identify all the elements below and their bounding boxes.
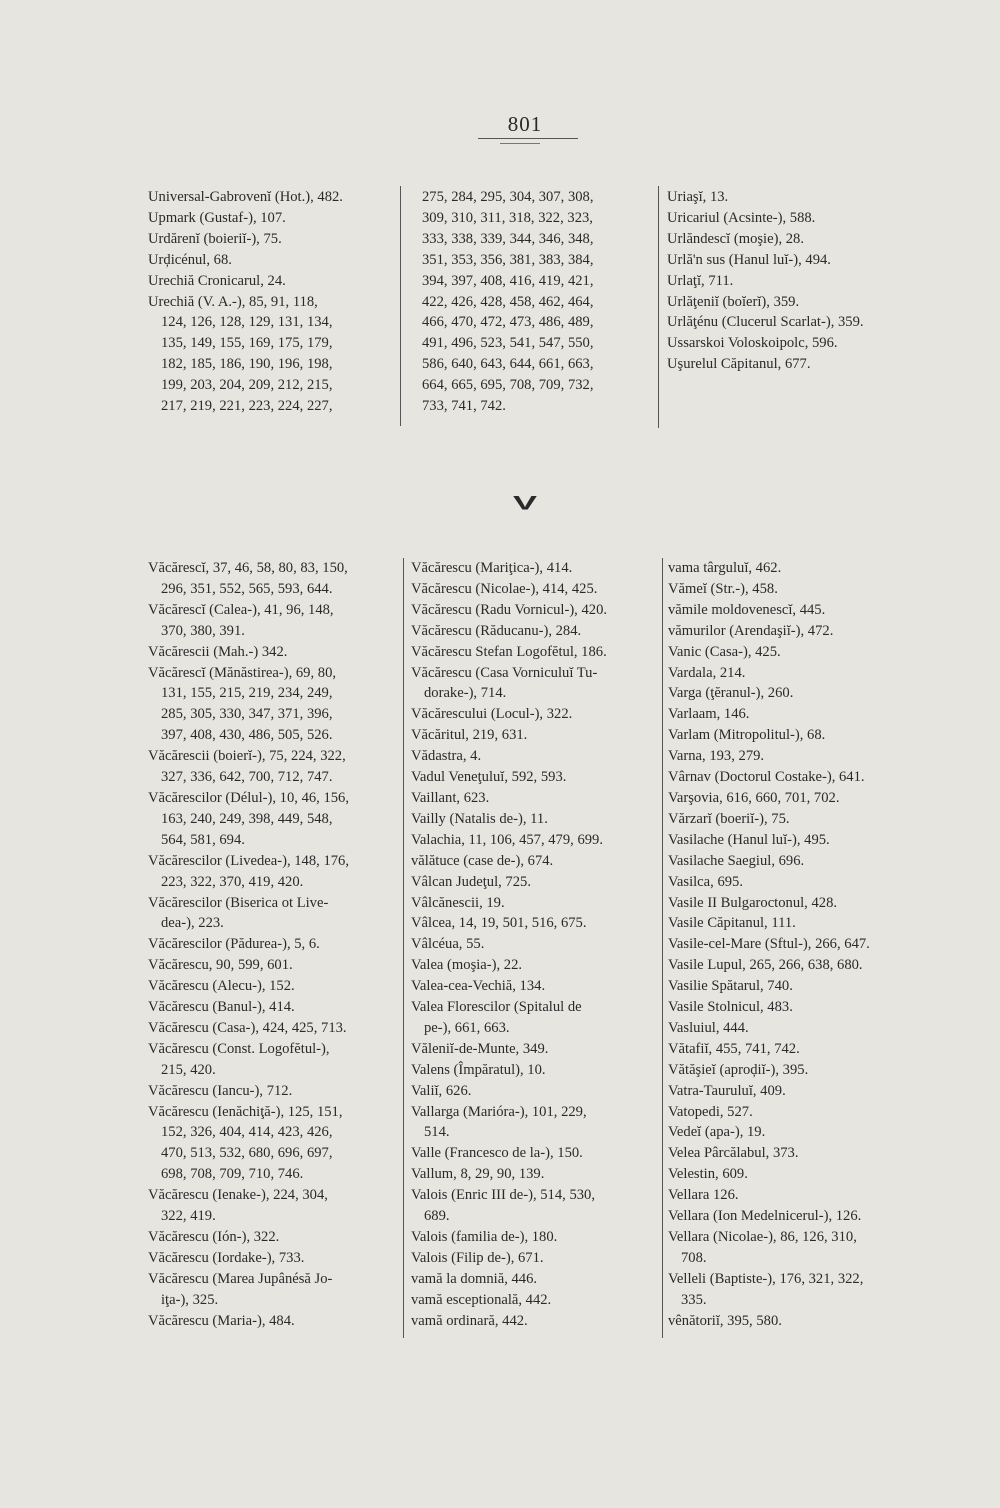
index-entry-continuation: 124, 126, 128, 129, 131, 134,	[161, 314, 333, 331]
index-entry: Valois (Filip de-), 671.	[411, 1249, 544, 1266]
index-entry-continuation: 217, 219, 221, 223, 224, 227,	[161, 398, 333, 415]
index-entry-continuation: 470, 513, 532, 680, 696, 697,	[161, 1145, 333, 1162]
index-entry: vămurilor (Arendaşiĭ-), 472.	[668, 622, 834, 639]
bottom-index-column-1	[148, 558, 400, 1332]
index-entry-continuation: pe-), 661, 663.	[424, 1019, 510, 1036]
index-entry: Vadul Veneţuluĭ, 592, 593.	[411, 769, 567, 786]
index-entry: 275, 284, 295, 304, 307, 308,	[422, 189, 594, 205]
index-entry: Văcărescu (Ión-), 322.	[148, 1229, 280, 1245]
index-entry: Văcărescu (Alecu-), 152.	[148, 978, 295, 995]
index-entry: Valois (familia de-), 180.	[411, 1229, 558, 1245]
index-entry: Vaillant, 623.	[411, 789, 490, 806]
index-entry-continuation: 131, 155, 215, 219, 234, 249,	[161, 685, 333, 702]
index-entry: Vasile Stolnicul, 483.	[668, 999, 793, 1016]
index-entry: Varlam (Mitropolitul-), 68.	[668, 727, 826, 744]
index-entry: Valea Florescilor (Spitalul de	[411, 999, 582, 1016]
index-entry: Vellara (Ion Medelnicerul-), 126.	[668, 1208, 862, 1225]
index-entry: Vasilache (Hanul luĭ-), 495.	[668, 831, 830, 848]
index-entry: vênătoriĭ, 395, 580.	[668, 1312, 782, 1329]
index-entry-continuation: 163, 240, 249, 398, 449, 548,	[161, 810, 333, 827]
index-entry: Varlaam, 146.	[668, 706, 750, 723]
index-entry: vamă esceptională, 442.	[411, 1291, 552, 1308]
index-entry-continuation: 285, 305, 330, 347, 371, 396,	[161, 706, 333, 723]
column-divider	[403, 558, 404, 1338]
index-entry: 491, 496, 523, 541, 547, 550,	[422, 335, 594, 352]
index-entry: Urḑicénul, 68.	[148, 251, 232, 268]
index-entry: Vanic (Casa-), 425.	[668, 643, 781, 660]
index-entry-continuation: 370, 380, 391.	[161, 622, 245, 639]
column-divider	[400, 186, 401, 426]
index-entry: Văcărescĭ, 37, 46, 58, 80, 83, 150,	[148, 560, 348, 576]
index-entry: Vâlcea, 14, 19, 501, 516, 675.	[411, 915, 587, 932]
index-entry: Velestin, 609.	[668, 1166, 748, 1183]
index-entry: Văcărescu (Ienake-), 224, 304,	[148, 1187, 328, 1204]
index-entry-continuation: 564, 581, 694.	[161, 831, 245, 848]
index-entry: Urlăţeniĭ (boĭerĭ), 359.	[667, 293, 800, 310]
index-entry: Valiĭ, 626.	[411, 1082, 472, 1099]
index-entry: Urdărenĭ (boieriĭ-), 75.	[148, 230, 282, 247]
index-entry: vamă ordinară, 442.	[411, 1312, 528, 1329]
index-entry-continuation: 335.	[681, 1291, 707, 1308]
index-entry: Varna, 193, 279.	[668, 748, 765, 765]
index-entry: vămile moldovenescĭ, 445.	[668, 601, 826, 618]
index-entry-continuation: 152, 326, 404, 414, 423, 426,	[161, 1124, 333, 1141]
index-entry: Valachia, 11, 106, 457, 479, 699.	[411, 831, 603, 848]
section-letter: V	[512, 491, 537, 514]
index-entry: Văcărescilor (Pădurea-), 5, 6.	[148, 936, 320, 953]
index-entry: Urlaţĭ, 711.	[667, 272, 734, 289]
index-entry-continuation: dea-), 223.	[161, 915, 224, 932]
index-entry: Uriaşĭ, 13.	[667, 189, 729, 205]
bottom-index-column-3	[668, 558, 928, 1332]
page-number-rule	[478, 138, 578, 139]
index-entry: Valois (Enric III de-), 514, 530,	[411, 1187, 595, 1204]
index-entry: Văcărescu (Iordake-), 733.	[148, 1249, 305, 1266]
index-entry: Văcărescu (Radu Vornicul-), 420.	[411, 601, 608, 618]
index-entry: Vailly (Natalis de-), 11.	[411, 810, 548, 827]
index-entry: Văcărescu (Banul-), 414.	[148, 999, 295, 1016]
page-number-underline	[500, 143, 540, 144]
index-entry: Văcărescĭ (Mănăstirea-), 69, 80,	[148, 664, 337, 681]
index-entry-continuation: 514.	[424, 1124, 450, 1141]
index-entry: 733, 741, 742.	[422, 398, 506, 415]
index-entry: Vâlcănescii, 19.	[411, 894, 505, 911]
index-entry: Urechiă (V. A.-), 85, 91, 118,	[148, 293, 318, 310]
index-entry: Vasluiul, 444.	[668, 1019, 749, 1036]
index-entry: Văcăritul, 219, 631.	[411, 727, 528, 744]
index-entry: Vârnav (Doctorul Costake-), 641.	[668, 769, 865, 786]
index-entry: 664, 665, 695, 708, 709, 732,	[422, 377, 594, 394]
index-entry: Văcărescii (Mah.-) 342.	[148, 643, 288, 660]
index-entry: Vătafiĭ, 455, 741, 742.	[668, 1040, 800, 1057]
index-entry: Uricariul (Acsinte-), 588.	[667, 209, 816, 226]
index-entry: 351, 353, 356, 381, 383, 384,	[422, 251, 594, 268]
index-entry-continuation: 135, 149, 155, 169, 175, 179,	[161, 335, 333, 352]
bottom-index-column-2	[411, 558, 661, 1332]
column-divider	[658, 186, 659, 428]
index-entry: vălătuce (case de-), 674.	[411, 852, 554, 869]
index-entry: Văcărescu (Nicolae-), 414, 425.	[411, 580, 598, 597]
index-entry: Vasilie Spătarul, 740.	[668, 978, 793, 995]
index-entry: Văcărescii (boierĭ-), 75, 224, 322,	[148, 748, 346, 765]
index-entry: Urlă'n sus (Hanul luĭ-), 494.	[667, 251, 831, 268]
index-entry-continuation: 322, 419.	[161, 1208, 216, 1225]
index-entry: Valea-cea-Vechiă, 134.	[411, 978, 546, 995]
index-entry: Valea (moşia-), 22.	[411, 957, 523, 974]
index-entry: Văcărescu (Const. Logofĕtul-),	[148, 1040, 330, 1057]
index-entry: Urlăndescĭ (moşie), 28.	[667, 230, 804, 247]
index-entry: Velea Pârcălabul, 373.	[668, 1145, 799, 1162]
index-entry: Vedeĭ (apa-), 19.	[668, 1124, 766, 1141]
top-index-column-3	[667, 187, 927, 375]
index-entry: Vasile Căpitanul, 111.	[668, 915, 796, 932]
index-entry: Văcărescu, 90, 599, 601.	[148, 957, 293, 974]
index-entry: Văcărescilor (Biserica ot Live-	[148, 894, 329, 911]
index-entry: Upmark (Gustaf-), 107.	[148, 209, 286, 226]
index-entry: Vâlcéua, 55.	[411, 936, 485, 953]
index-entry: Vărzarĭ (boeriĭ-), 75.	[668, 810, 790, 827]
index-entry: Vasilca, 695.	[668, 873, 743, 890]
index-entry: Văleniĭ-de-Munte, 349.	[411, 1040, 549, 1057]
index-entry: Vămeĭ (Str.-), 458.	[668, 580, 778, 597]
page-number: 801	[507, 112, 543, 136]
index-entry-continuation: 223, 322, 370, 419, 420.	[161, 873, 304, 890]
index-entry: Uşurelul Căpitanul, 677.	[667, 356, 811, 373]
index-entry-continuation: 327, 336, 642, 700, 712, 747.	[161, 769, 333, 786]
index-entry-continuation: 689.	[424, 1208, 450, 1225]
index-entry-continuation: 215, 420.	[161, 1061, 216, 1078]
index-entry: 394, 397, 408, 416, 419, 421,	[422, 272, 594, 289]
index-entry: vamă la domniă, 446.	[411, 1270, 538, 1287]
index-entry: Vatopedi, 527.	[668, 1103, 753, 1120]
index-entry: 422, 426, 428, 458, 462, 464,	[422, 293, 594, 310]
index-entry: Valens (Împăratul), 10.	[411, 1061, 546, 1078]
index-entry: Vasile-cel-Mare (Sftul-), 266, 647.	[668, 936, 870, 953]
index-entry: Văcărescu (Iancu-), 712.	[148, 1082, 293, 1099]
index-entry: Urlăţénu (Clucerul Scarlat-), 359.	[667, 314, 864, 331]
index-entry: Vâlcan Judeţul, 725.	[411, 873, 531, 890]
index-entry: Văcărescu (Maria-), 484.	[148, 1312, 295, 1329]
index-entry-continuation: 182, 185, 186, 190, 196, 198,	[161, 356, 333, 373]
top-index-column-2	[422, 187, 652, 417]
index-entry: Varga (ţĕranul-), 260.	[668, 685, 794, 702]
index-entry: Urechiă Cronicarul, 24.	[148, 272, 286, 289]
index-entry: Văcărescului (Locul-), 322.	[411, 706, 573, 723]
index-entry: Vatra-Tauruluĭ, 409.	[668, 1082, 786, 1099]
index-entry: 309, 310, 311, 318, 322, 323,	[422, 209, 593, 226]
index-entry-continuation: iţa-), 325.	[161, 1291, 219, 1308]
index-entry: Vallum, 8, 29, 90, 139.	[411, 1166, 545, 1183]
index-entry-continuation: dorake-), 714.	[424, 685, 507, 702]
index-entry: Velleli (Baptiste-), 176, 321, 322,	[668, 1270, 864, 1287]
index-entry: 333, 338, 339, 344, 346, 348,	[422, 230, 594, 247]
index-entry-continuation: 397, 408, 430, 486, 505, 526.	[161, 727, 333, 744]
index-entry: Vasile Lupul, 265, 266, 638, 680.	[668, 957, 863, 974]
index-entry-continuation: 698, 708, 709, 710, 746.	[161, 1166, 304, 1183]
column-divider	[662, 558, 663, 1338]
index-entry: Văcărescilor (Délul-), 10, 46, 156,	[148, 789, 349, 806]
index-entry: Văcărescu (Casa Vorniculuĭ Tu-	[411, 664, 598, 681]
index-entry: Văcărescu (Ienăchiţă-), 125, 151,	[148, 1103, 343, 1120]
index-entry: Valle (Francesco de la-), 150.	[411, 1145, 583, 1162]
index-entry: Vardala, 214.	[668, 664, 746, 681]
index-entry: Văcărescu (Răducanu-), 284.	[411, 622, 582, 639]
index-entry: Văcărescilor (Livedea-), 148, 176,	[148, 852, 349, 869]
top-index-column-1	[148, 187, 398, 417]
index-entry: Vădastra, 4.	[411, 748, 482, 765]
index-entry: vama târguluĭ, 462.	[668, 560, 782, 576]
index-entry: Văcărescu (Mariţica-), 414.	[411, 560, 573, 576]
index-entry: Vellara (Nicolae-), 86, 126, 310,	[668, 1229, 857, 1245]
index-entry-continuation: 199, 203, 204, 209, 212, 215,	[161, 377, 333, 394]
index-entry: Vătăşieĭ (aproḑiĭ-), 395.	[668, 1061, 809, 1078]
index-entry: 466, 470, 472, 473, 486, 489,	[422, 314, 594, 331]
index-entry: Vellara 126.	[668, 1187, 739, 1204]
index-entry: Varşovia, 616, 660, 701, 702.	[668, 789, 840, 806]
index-entry: Vasile II Bulgaroctonul, 428.	[668, 894, 838, 911]
index-entry-continuation: 296, 351, 552, 565, 593, 644.	[161, 580, 333, 597]
index-entry: Văcărescĭ (Calea-), 41, 96, 148,	[148, 601, 334, 618]
index-entry: Văcărescu (Casa-), 424, 425, 713.	[148, 1019, 347, 1036]
index-entry: Văcărescu Stefan Logofĕtul, 186.	[411, 643, 607, 660]
index-entry: Ussarskoi Voloskoipolc, 596.	[667, 335, 838, 352]
index-entry-continuation: 708.	[681, 1249, 707, 1266]
index-entry: 586, 640, 643, 644, 661, 663,	[422, 356, 594, 373]
index-entry: Vallarga (Marióra-), 101, 229,	[411, 1103, 587, 1120]
index-entry: Văcărescu (Marea Jupânésă Jo-	[148, 1270, 333, 1287]
index-entry: Vasilache Saegiul, 696.	[668, 852, 805, 869]
index-entry: Universal-Gabrovenĭ (Hot.), 482.	[148, 189, 343, 205]
